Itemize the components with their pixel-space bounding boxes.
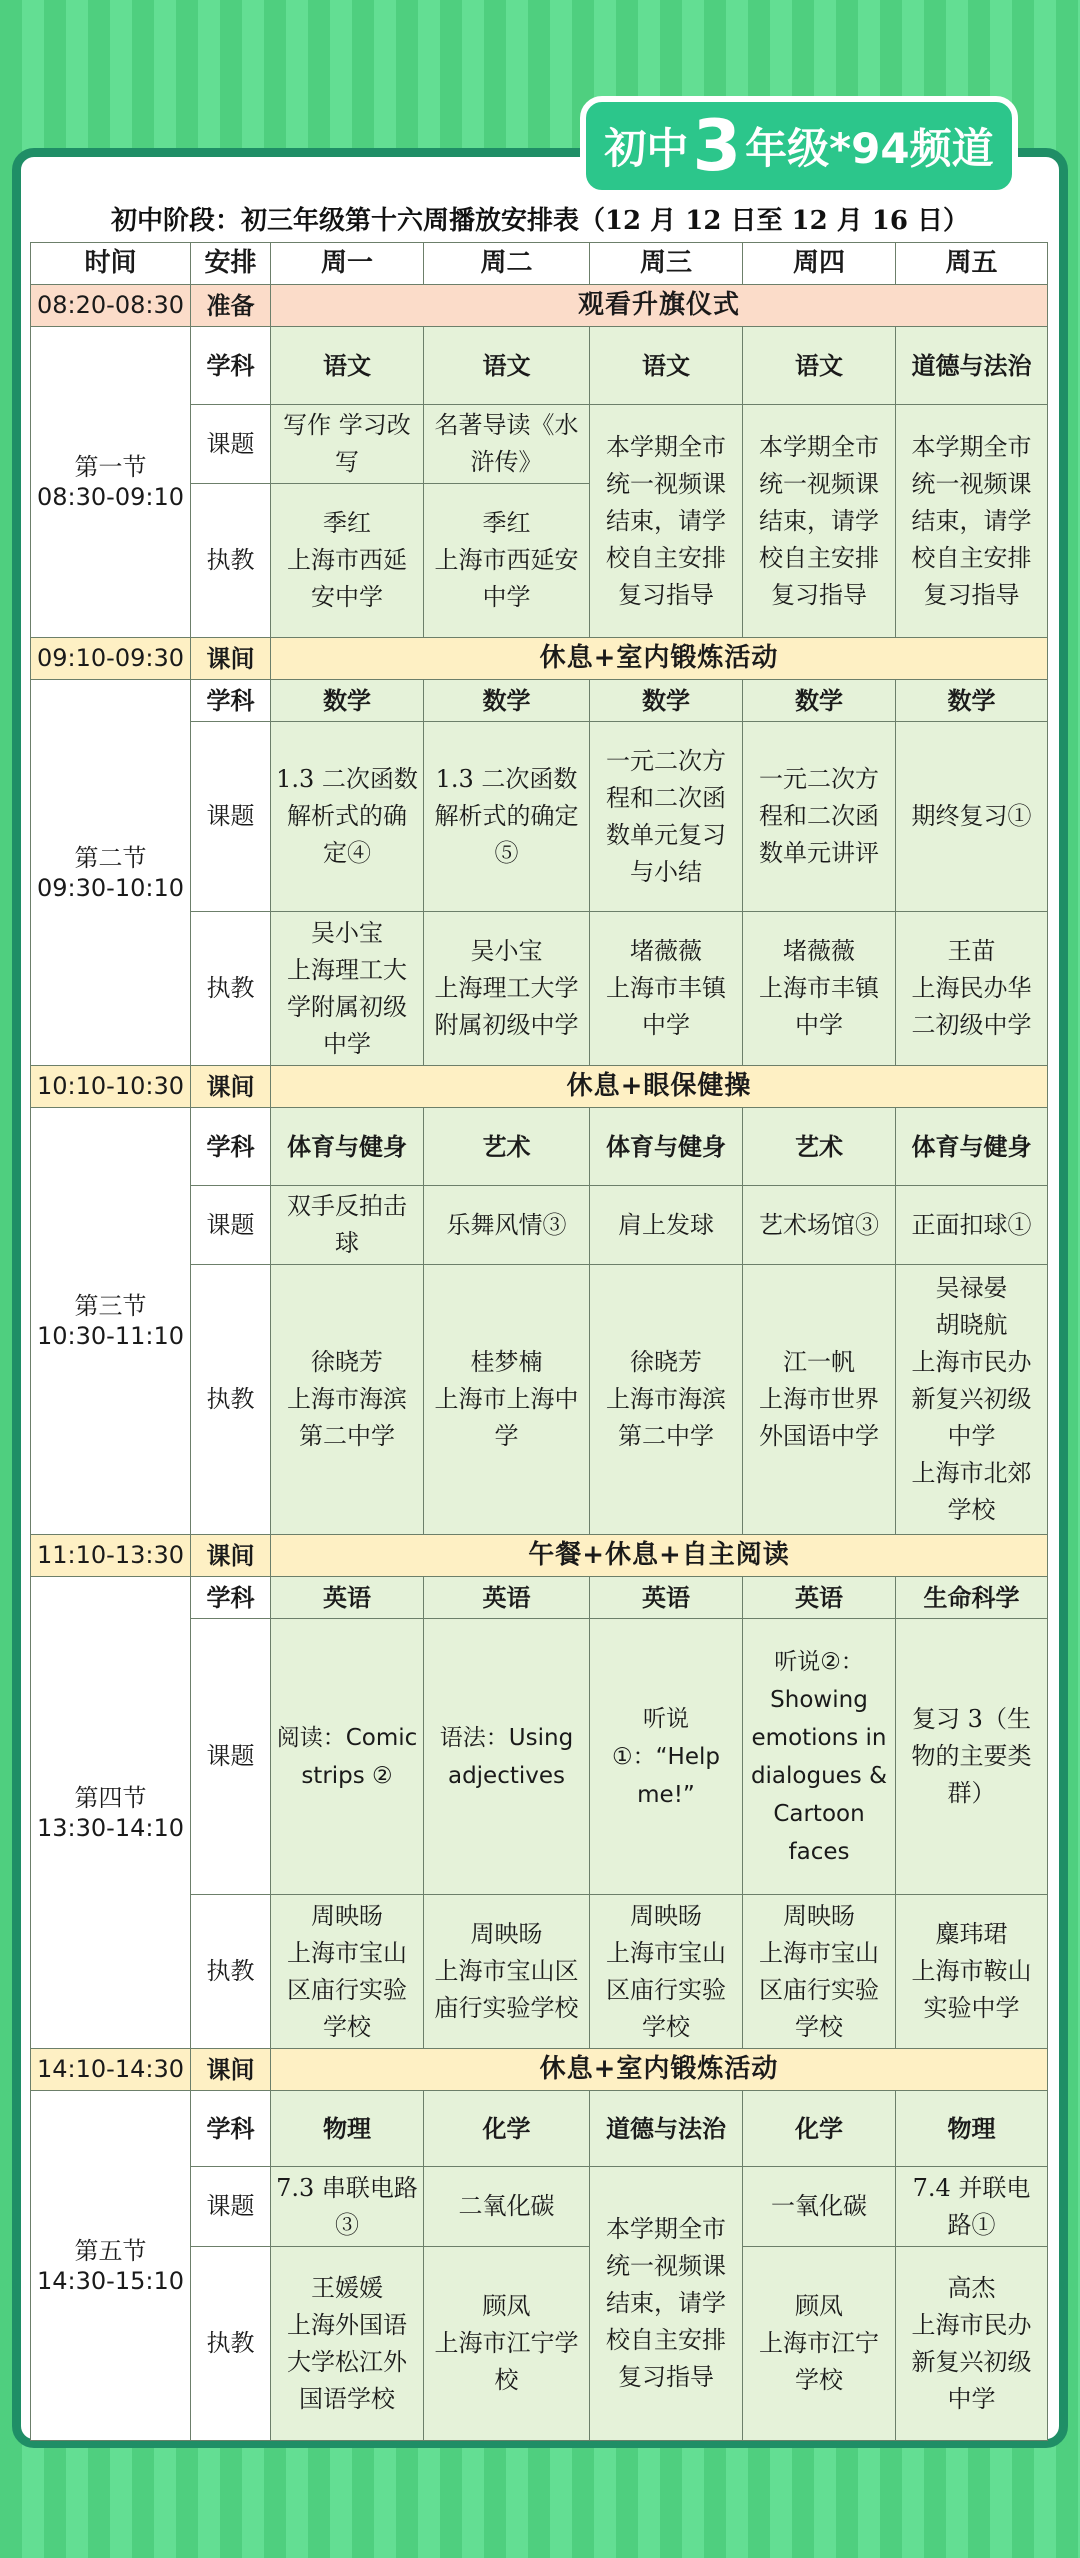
p2-teacher-thu: 堵薇薇 上海市丰镇中学 [743, 912, 896, 1066]
p1-subject-wed: 语文 [590, 327, 743, 405]
p5-subject-tue: 化学 [424, 2091, 590, 2167]
badge-grade-number: 3 [692, 105, 742, 187]
p3-topic-thu: 艺术场馆③ [743, 1186, 896, 1265]
p2-teacher-tue: 吴小宝 上海理工大学附属初级中学 [424, 912, 590, 1066]
p2-subject-fri: 数学 [896, 680, 1048, 722]
break3-activity: 午餐+休息+自主阅读 [271, 1535, 1048, 1577]
p3-subject-fri: 体育与健身 [896, 1108, 1048, 1186]
break4-label: 课间 [191, 2049, 271, 2091]
p1-subject-thu: 语文 [743, 327, 896, 405]
p4-subject-mon: 英语 [271, 1577, 424, 1619]
p2-time-cell [31, 680, 191, 1066]
p1-topic-label: 课题 [191, 405, 271, 484]
p5-teacher-thu: 顾凤 上海市江宁学校 [743, 2247, 896, 2441]
schedule-title: 初中阶段：初三年级第十六周播放安排表（12 月 12 日至 12 月 16 日） [110, 206, 970, 236]
p5-subject-label: 学科 [191, 2091, 271, 2167]
break3-row [31, 1535, 1048, 1577]
p5-topic-thu: 一氧化碳 [743, 2167, 896, 2247]
schedule-table [30, 242, 1048, 2441]
p5-subject-mon: 物理 [271, 2091, 424, 2167]
p4-topic-mon: 阅读：Comic strips ② [271, 1619, 424, 1895]
p5-topic-mon: 7.3 串联电路③ [271, 2167, 424, 2247]
p2-subject-wed: 数学 [590, 680, 743, 722]
p5-teacher-fri: 高杰 上海市民办新复兴初级中学 [896, 2247, 1048, 2441]
p3-topic-tue: 乐舞风情③ [424, 1186, 590, 1265]
p4-topic-wed: 听说 ①：“Help me!” [590, 1619, 743, 1895]
header-row [31, 243, 1048, 285]
p2-teacher-mon: 吴小宝 上海理工大学附属初级中学 [271, 912, 424, 1066]
p3-topic-label: 课题 [191, 1186, 271, 1265]
p4-teacher-mon: 周映旸 上海市宝山区庙行实验学校 [271, 1895, 424, 2049]
p1-topic-tue: 名著导读《水浒传》 [424, 405, 590, 484]
p1-subject-label: 学科 [191, 327, 271, 405]
p3-teacher-label: 执教 [191, 1265, 271, 1535]
break4-time: 14:10-14:30 [31, 2049, 191, 2091]
prep-row [31, 285, 1048, 327]
p2-subject-label: 学科 [191, 680, 271, 722]
p1-time-cell [31, 327, 191, 638]
p5-subject-wed: 道德与法治 [590, 2091, 743, 2167]
p1-time: 08:30-09:10 [37, 483, 184, 511]
p3-teacher-wed: 徐晓芳 上海市海滨第二中学 [590, 1265, 743, 1535]
p4-subject-row [31, 1577, 1048, 1619]
p3-teacher-tue: 桂梦楠 上海市上海中学 [424, 1265, 590, 1535]
p5-topic-fri: 7.4 并联电路① [896, 2167, 1048, 2247]
p1-notice-thu: 本学期全市统一视频课结束，请学校自主安排复习指导 [743, 405, 896, 638]
break1-activity: 休息+室内锻炼活动 [271, 638, 1048, 680]
p2-name: 第二节 [74, 843, 147, 872]
p2-topic-tue: 1.3 二次函数解析式的确定⑤ [424, 722, 590, 912]
header-time: 时间 [31, 243, 191, 285]
p2-subject-thu: 数学 [743, 680, 896, 722]
p2-teacher-wed: 堵薇薇 上海市丰镇中学 [590, 912, 743, 1066]
p1-subject-mon: 语文 [271, 327, 424, 405]
p4-teacher-fri: 麋玮珺 上海市鞍山实验中学 [896, 1895, 1048, 2049]
p4-subject-tue: 英语 [424, 1577, 590, 1619]
break2-time: 10:10-10:30 [31, 1066, 191, 1108]
p4-subject-fri: 生命科学 [896, 1577, 1048, 1619]
p2-subject-row [31, 680, 1048, 722]
p5-subject-row [31, 2091, 1048, 2167]
prep-time: 08:20-08:30 [31, 285, 191, 327]
header-thursday: 周四 [743, 243, 896, 285]
p4-topic-fri: 复习 3（生物的主要类群） [896, 1619, 1048, 1895]
p4-teacher-wed: 周映旸 上海市宝山区庙行实验学校 [590, 1895, 743, 2049]
p3-subject-wed: 体育与健身 [590, 1108, 743, 1186]
channel-badge [580, 96, 1018, 196]
p2-topic-label: 课题 [191, 722, 271, 912]
p3-teacher-thu: 江一帆 上海市世界外国语中学 [743, 1265, 896, 1535]
break2-row [31, 1066, 1048, 1108]
header-tuesday: 周二 [424, 243, 590, 285]
p3-time-cell [31, 1108, 191, 1535]
p1-teacher-label: 执教 [191, 484, 271, 638]
break3-time: 11:10-13:30 [31, 1535, 191, 1577]
p4-subject-label: 学科 [191, 1577, 271, 1619]
p3-topic-fri: 正面扣球① [896, 1186, 1048, 1265]
p4-topic-tue: 语法：Using adjectives [424, 1619, 590, 1895]
break4-row [31, 2049, 1048, 2091]
p2-teacher-fri: 王苗 上海民办华二初级中学 [896, 912, 1048, 1066]
prep-activity: 观看升旗仪式 [271, 285, 1048, 327]
p5-teacher-mon: 王媛媛 上海外国语大学松江外国语学校 [271, 2247, 424, 2441]
p1-subject-tue: 语文 [424, 327, 590, 405]
p3-subject-label: 学科 [191, 1108, 271, 1186]
break2-activity: 休息+眼保健操 [271, 1066, 1048, 1108]
p3-subject-mon: 体育与健身 [271, 1108, 424, 1186]
p4-subject-thu: 英语 [743, 1577, 896, 1619]
break2-label: 课间 [191, 1066, 271, 1108]
p4-time: 13:30-14:10 [37, 1813, 184, 1842]
p2-subject-tue: 数学 [424, 680, 590, 722]
p5-subject-thu: 化学 [743, 2091, 896, 2167]
break3-label: 课间 [191, 1535, 271, 1577]
p3-subject-thu: 艺术 [743, 1108, 896, 1186]
p2-time: 09:30-10:10 [37, 873, 184, 902]
p3-subject-tue: 艺术 [424, 1108, 590, 1186]
p3-time: 10:30-11:10 [37, 1322, 184, 1350]
p1-topic-mon: 写作 学习改写 [271, 405, 424, 484]
header-arrangement: 安排 [191, 243, 271, 285]
p1-notice-wed: 本学期全市统一视频课结束，请学校自主安排复习指导 [590, 405, 743, 638]
p1-name: 第一节 [74, 453, 147, 481]
p5-notice-wed: 本学期全市统一视频课结束，请学校自主安排复习指导 [590, 2167, 743, 2441]
header-wednesday: 周三 [590, 243, 743, 285]
p4-topic-label: 课题 [191, 1619, 271, 1895]
p1-teacher-tue: 季红 上海市西延安中学 [424, 484, 590, 638]
p5-time: 14:30-15:10 [37, 2266, 184, 2295]
p5-name: 第五节 [74, 2236, 147, 2265]
p1-subject-fri: 道德与法治 [896, 327, 1048, 405]
break1-time: 09:10-09:30 [31, 638, 191, 680]
p3-subject-row [31, 1108, 1048, 1186]
p1-teacher-mon: 季红 上海市西延安中学 [271, 484, 424, 638]
p2-teacher-label: 执教 [191, 912, 271, 1066]
p2-topic-thu: 一元二次方程和二次函数单元讲评 [743, 722, 896, 912]
p1-subject-row [31, 327, 1048, 405]
p3-teacher-mon: 徐晓芳 上海市海滨第二中学 [271, 1265, 424, 1535]
p4-name: 第四节 [74, 1783, 147, 1812]
p2-topic-mon: 1.3 二次函数解析式的确定④ [271, 722, 424, 912]
header-friday: 周五 [896, 243, 1048, 285]
break4-activity: 休息+室内锻炼活动 [271, 2049, 1048, 2091]
badge-prefix: 初中 [604, 124, 689, 173]
p3-teacher-fri: 吴禄晏 胡晓航 上海市民办新复兴初级中学 上海市北郊学校 [896, 1265, 1048, 1535]
p2-topic-wed: 一元二次方程和二次函数单元复习与小结 [590, 722, 743, 912]
p4-time-cell [31, 1577, 191, 2049]
p4-subject-wed: 英语 [590, 1577, 743, 1619]
p5-subject-fri: 物理 [896, 2091, 1048, 2167]
p3-topic-mon: 双手反拍击球 [271, 1186, 424, 1265]
p2-subject-mon: 数学 [271, 680, 424, 722]
p5-time-cell [31, 2091, 191, 2441]
p4-teacher-label: 执教 [191, 1895, 271, 2049]
p4-topic-thu: 听说②：Showing emotions in dialogues & Cartoon faces [743, 1619, 896, 1895]
p4-teacher-tue: 周映旸 上海市宝山区庙行实验学校 [424, 1895, 590, 2049]
p5-teacher-tue: 顾凤 上海市江宁学校 [424, 2247, 590, 2441]
break1-label: 课间 [191, 638, 271, 680]
p5-topic-tue: 二氧化碳 [424, 2167, 590, 2247]
p3-topic-wed: 肩上发球 [590, 1186, 743, 1265]
break1-row [31, 638, 1048, 680]
p3-name: 第三节 [74, 1292, 147, 1320]
p5-topic-label: 课题 [191, 2167, 271, 2247]
badge-suffix: 年级*94频道 [745, 124, 994, 173]
header-monday: 周一 [271, 243, 424, 285]
prep-label: 准备 [191, 285, 271, 327]
p5-teacher-label: 执教 [191, 2247, 271, 2441]
p2-topic-fri: 期终复习① [896, 722, 1048, 912]
p1-notice-fri: 本学期全市统一视频课结束，请学校自主安排复习指导 [896, 405, 1048, 638]
p4-teacher-thu: 周映旸 上海市宝山区庙行实验学校 [743, 1895, 896, 2049]
